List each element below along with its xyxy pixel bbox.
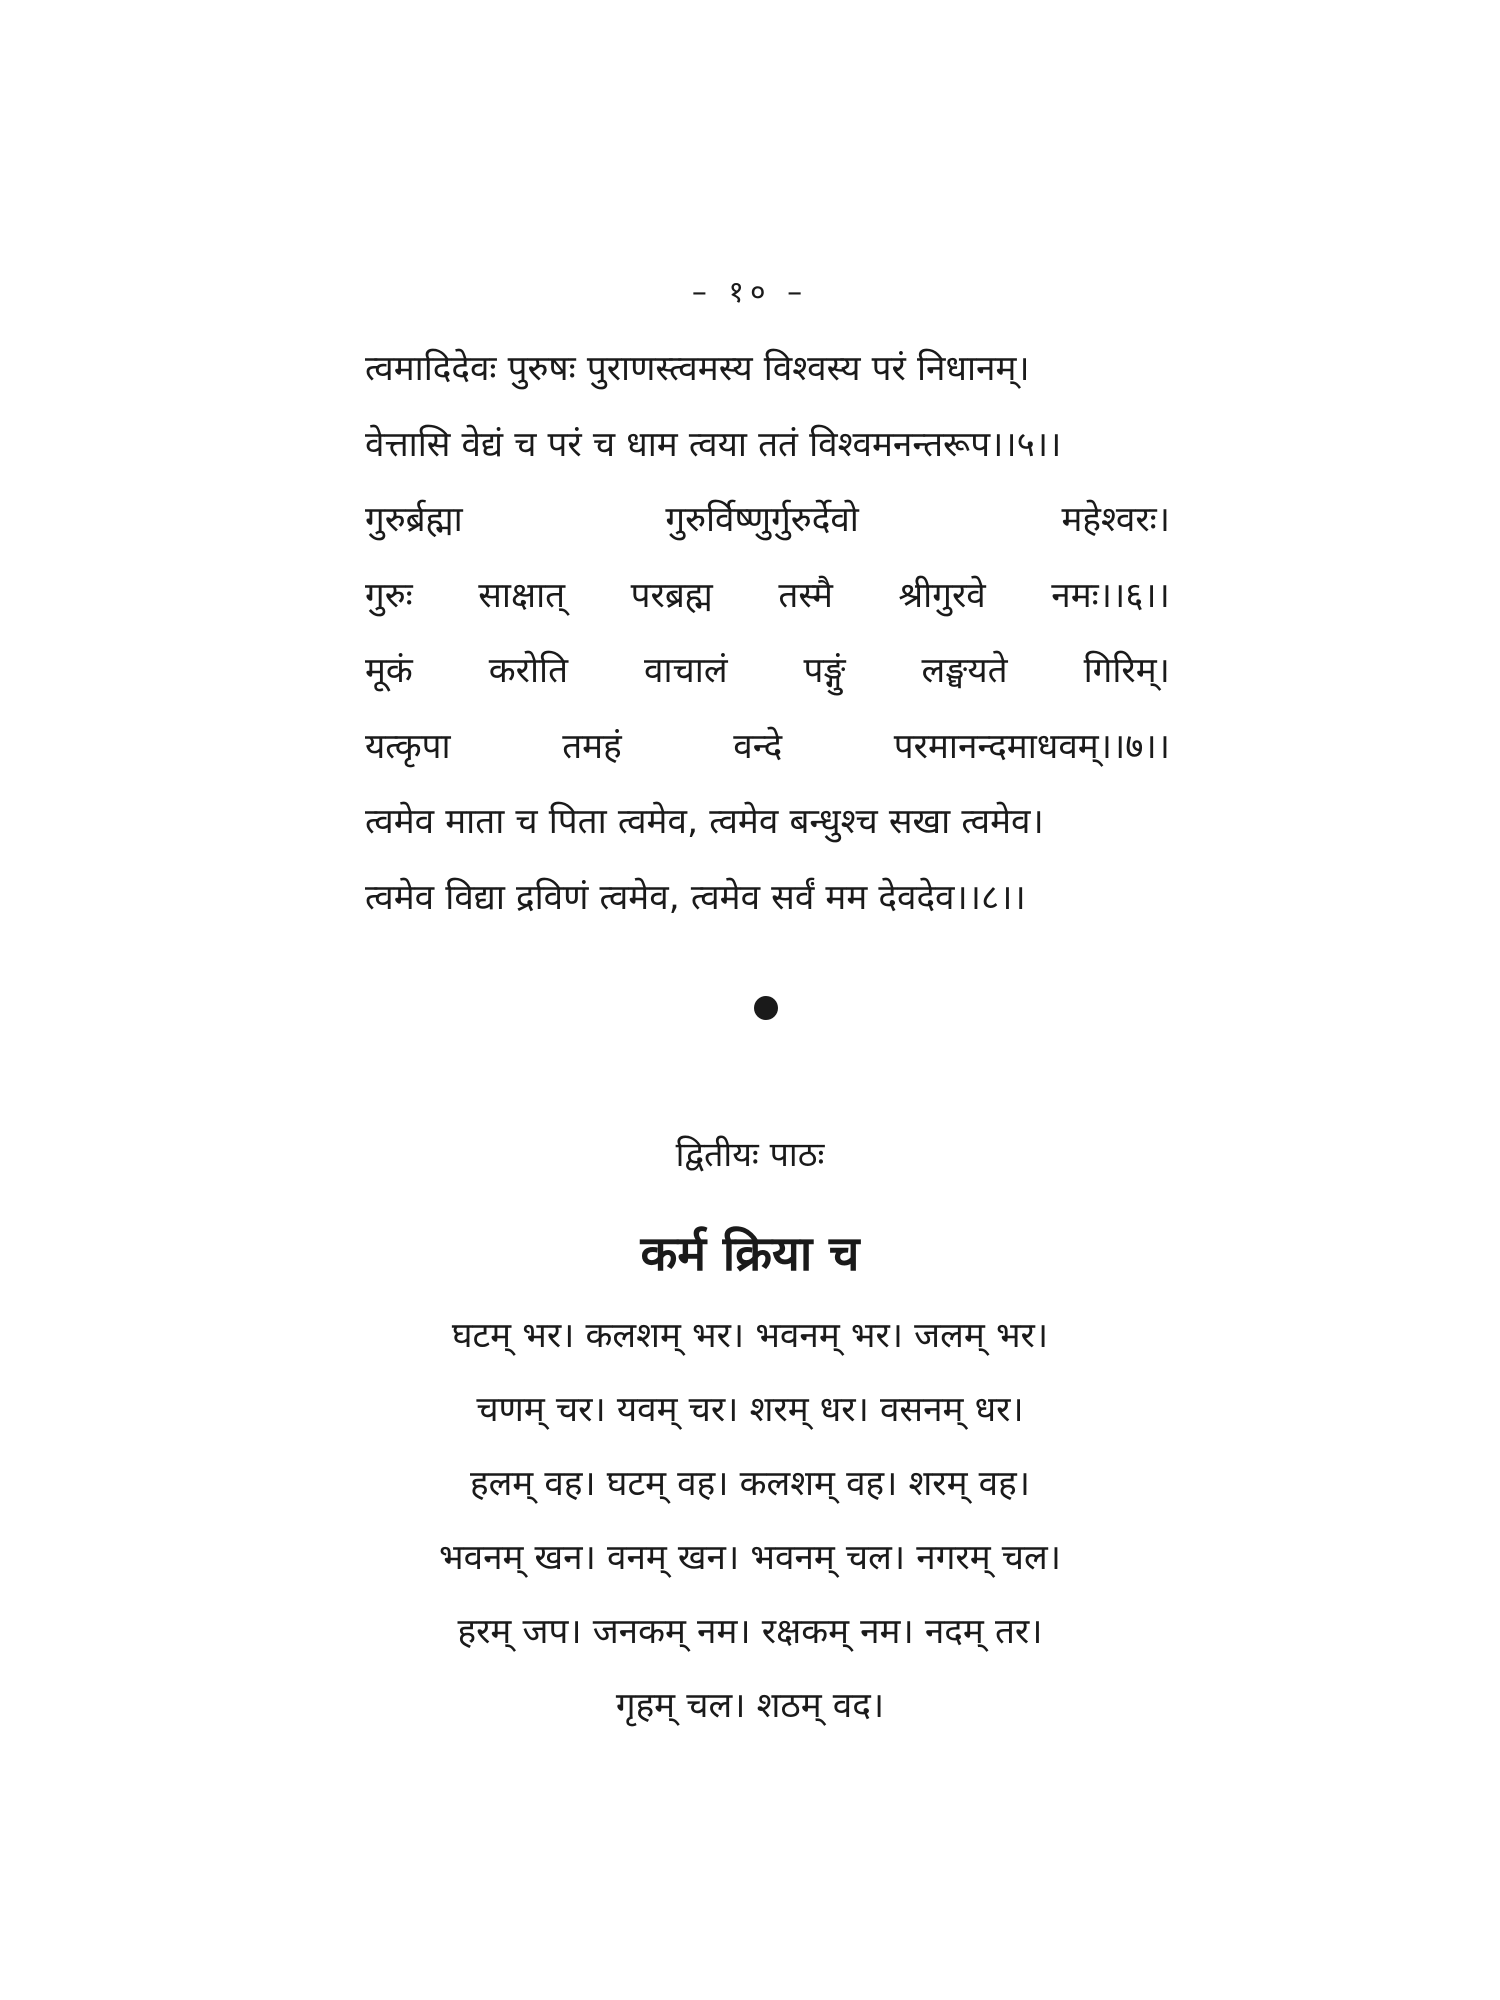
lesson-title: कर्म क्रिया च (640, 1226, 860, 1282)
drill-line: चणम् चर। यवम् चर। शरम् धर। वसनम् धर। (476, 1390, 1024, 1430)
verse-word: तमहं (562, 727, 622, 767)
verse-word: मूकं (365, 651, 413, 691)
drill-line: भवनम् खन। वनम् खन। भवनम् चल। नगरम् चल। (439, 1538, 1061, 1578)
verse-word: गुरुः (365, 576, 413, 616)
lesson-number: द्वितीयः पाठः (675, 1135, 825, 1175)
verse-line: त्वमादिदेवः पुरुषः पुराणस्त्वमस्य विश्वस्य परं निधानम्। (365, 349, 1030, 389)
drill-line: गृहम् चल। शठम् वद। (615, 1686, 885, 1726)
verse-line (365, 576, 1170, 619)
verse-line (365, 727, 1170, 770)
verse-8 (365, 802, 1170, 921)
verse-word: परब्रह्म (630, 576, 713, 616)
verse-word: वाचालं (644, 651, 728, 691)
verse-word: गिरिम्। (1083, 651, 1170, 691)
verse-word: तस्मै (778, 576, 833, 616)
verse-word: साक्षात् (478, 576, 566, 616)
verse-word: वन्दे (733, 727, 783, 767)
verse-line: त्वमेव माता च पिता त्वमेव, त्वमेव बन्धुश्च सखा त्वमेव। (365, 802, 1044, 842)
verse-word: श्रीगुरवे (898, 576, 986, 616)
verse-5 (365, 349, 1170, 468)
verse-word: गुरुर्ब्रह्मा (365, 500, 463, 540)
verse-word: महेश्वरः। (1061, 500, 1170, 540)
verse-line (365, 500, 1170, 543)
verse-word: नमः।।६।। (1051, 576, 1170, 616)
verse-line: वेत्तासि वेद्यं च परं च धाम त्वया ततं विश्वमनन्तरूप।।५।। (365, 425, 1062, 465)
verse-word: पङ्गुं (803, 651, 846, 691)
verse-word: परमानन्दमाधवम्।।७।। (893, 727, 1170, 767)
drill-line: हलम् वह। घटम् वह। कलशम् वह। शरम् वह। (469, 1464, 1030, 1504)
verse-word: करोति (488, 651, 569, 691)
verse-7 (365, 651, 1170, 770)
section-divider-bullet (754, 996, 778, 1020)
verse-word: गुरुर्विष्णुर्गुरुर्देवो (665, 500, 859, 540)
drill-line: हरम् जप। जनकम् नम। रक्षकम् नम। नदम् तर। (457, 1612, 1043, 1652)
verse-word: लङ्घयते (921, 651, 1008, 691)
drill-line: घटम् भर। कलशम् भर। भवनम् भर। जलम् भर। (451, 1316, 1049, 1356)
verse-line (365, 651, 1170, 694)
verse-6 (365, 500, 1170, 619)
page-number: – १० – (691, 275, 809, 310)
verse-line: त्वमेव विद्या द्रविणं त्वमेव, त्वमेव सर्वं मम देवदेव।।८।। (365, 878, 1026, 918)
verse-word: यत्कृपा (365, 727, 451, 767)
drill-exercise (0, 1316, 1500, 1760)
